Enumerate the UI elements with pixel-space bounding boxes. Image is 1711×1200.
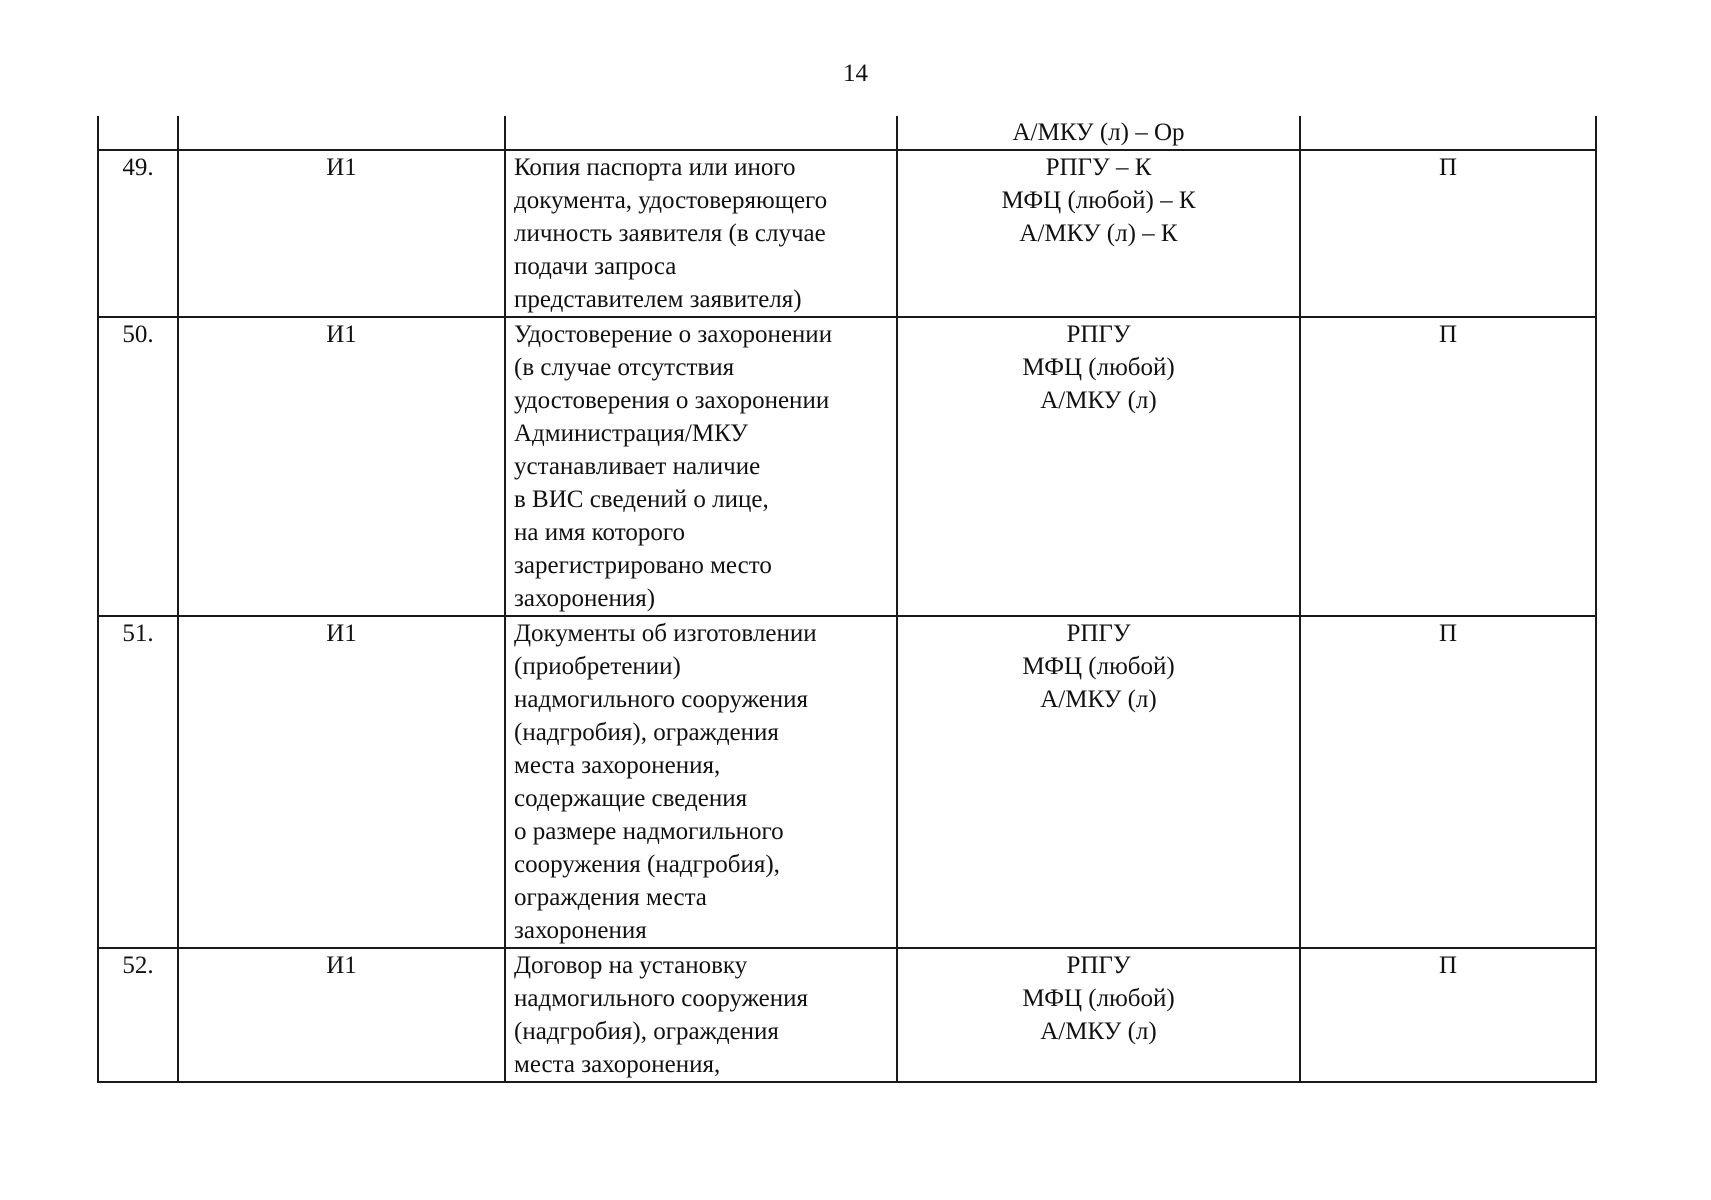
cell-code: И1: [178, 150, 505, 317]
table-row: [98, 317, 1596, 616]
cell-description: [505, 116, 897, 150]
cell-code: И1: [178, 948, 505, 1082]
description-line: (в случае отсутствия: [514, 354, 735, 381]
description-line: содержащие сведения: [514, 785, 748, 812]
submission-line: РПГУ: [1066, 620, 1131, 647]
description-line: надмогильного сооружения: [514, 985, 809, 1012]
submission-line: А/МКУ (л) – Ор: [1012, 119, 1185, 146]
submission-line: МФЦ (любой): [1022, 653, 1175, 680]
cell-code: И1: [178, 317, 505, 616]
submission-line: РПГУ: [1066, 321, 1131, 348]
cell-document-type: П: [1300, 150, 1596, 317]
description-line: надмогильного сооружения: [514, 686, 809, 713]
cell-description: [505, 150, 897, 317]
description-line: (надгробия), ограждения: [514, 1018, 779, 1045]
cell-number: 50.: [98, 317, 178, 616]
table-row: [98, 616, 1596, 948]
cell-number: 49.: [98, 150, 178, 317]
cell-document-type: [1300, 116, 1596, 150]
submission-line: А/МКУ (л) – К: [1019, 220, 1178, 247]
cell-number: 51.: [98, 616, 178, 948]
description-line: подачи запроса: [514, 253, 677, 280]
description-line: устанавливает наличие: [514, 453, 761, 480]
description-line: о размере надмогильного: [514, 818, 784, 845]
cell-submission-place: [897, 116, 1300, 150]
description-line: удостоверения о захоронении: [514, 387, 830, 414]
description-line: Документы об изготовлении: [514, 620, 817, 647]
cell-description: [505, 616, 897, 948]
description-line: захоронения: [514, 917, 647, 944]
cell-document-type: П: [1300, 317, 1596, 616]
cell-submission-place: [897, 948, 1300, 1082]
cell-submission-place: [897, 616, 1300, 948]
cell-submission-place: [897, 317, 1300, 616]
description-line: места захоронения,: [514, 1051, 721, 1078]
submission-line: МФЦ (любой) – К: [1001, 187, 1196, 214]
table-row: [98, 150, 1596, 317]
cell-code: [178, 116, 505, 150]
page-number: 14: [843, 60, 868, 87]
submission-line: МФЦ (любой): [1022, 354, 1175, 381]
cell-description: [505, 317, 897, 616]
description-line: Договор на установку: [514, 952, 748, 979]
description-line: на имя которого: [514, 519, 685, 546]
table-row: [98, 948, 1596, 1082]
description-line: (надгробия), ограждения: [514, 719, 779, 746]
submission-line: А/МКУ (л): [1040, 686, 1157, 713]
description-line: зарегистрировано место: [514, 552, 772, 579]
description-line: Копия паспорта или иного: [514, 154, 796, 181]
description-line: представителем заявителя): [514, 286, 802, 313]
table-row-continuation: [98, 116, 1596, 150]
submission-line: МФЦ (любой): [1022, 985, 1175, 1012]
description-line: захоронения): [514, 585, 656, 612]
description-line: Удостоверение о захоронении: [514, 321, 833, 348]
description-line: ограждения места: [514, 884, 707, 911]
submission-line: РПГУ – К: [1045, 154, 1152, 181]
submission-line: РПГУ: [1066, 952, 1131, 979]
submission-line: А/МКУ (л): [1040, 387, 1157, 414]
description-line: сооружения (надгробия),: [514, 851, 780, 878]
cell-description: [505, 948, 897, 1082]
cell-number: [98, 116, 178, 150]
description-line: Администрация/МКУ: [514, 420, 748, 447]
cell-number: 52.: [98, 948, 178, 1082]
documents-table: [97, 116, 1597, 1083]
cell-document-type: П: [1300, 948, 1596, 1082]
description-line: места захоронения,: [514, 752, 721, 779]
description-line: документа, удостоверяющего: [514, 187, 828, 214]
cell-document-type: П: [1300, 616, 1596, 948]
description-line: в ВИС сведений о лице,: [514, 486, 769, 513]
description-line: (приобретении): [514, 653, 681, 680]
description-line: личность заявителя (в случае: [514, 220, 826, 247]
cell-submission-place: [897, 150, 1300, 317]
submission-line: А/МКУ (л): [1040, 1018, 1157, 1045]
cell-code: И1: [178, 616, 505, 948]
